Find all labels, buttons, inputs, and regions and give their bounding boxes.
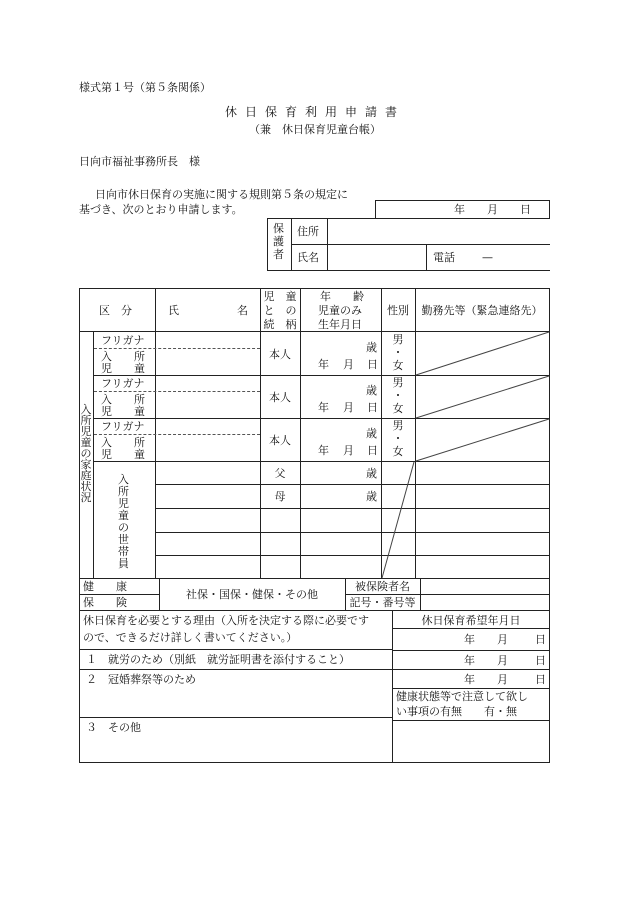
header-birthdate: 生年月日 [318, 318, 362, 331]
member-father-age: 歳 [366, 467, 377, 480]
header-relation-3: 続 柄 [263, 318, 297, 331]
child-3-month: 月 [343, 444, 354, 457]
symbol-number-label: 記号・番号等 [349, 596, 416, 609]
reason-header-line-1: 休日保育を必要とする理由（入所を決定する際に必要です [83, 614, 369, 627]
insured-name-label: 被保険者名 [355, 580, 410, 593]
child-2-label-b: 児 童 [101, 405, 145, 418]
header-relation-1: 児 童 [263, 290, 297, 303]
members-label: 入所児童の世帯員 [118, 473, 129, 570]
header-workplace: 勤務先等（緊急連絡先） [421, 304, 543, 317]
child-3-gender-female[interactable]: 女 [392, 445, 404, 458]
guardian-phone-label: 電話 [433, 251, 455, 264]
child-3-day: 日 [367, 444, 378, 457]
desired-date-2-year[interactable]: 年 [464, 654, 475, 667]
strike-line-child-2 [416, 376, 549, 418]
child-1-label-b: 児 童 [101, 362, 145, 375]
child-1-day: 日 [367, 358, 378, 371]
household-label: 入 所 児 童 の 家 庭 状 況 [80, 403, 92, 504]
health-notes-line-1: 健康状態等で注意して欲し [396, 690, 528, 703]
header-age: 年 齢 [320, 290, 364, 303]
desired-date-2-month[interactable]: 月 [497, 654, 508, 667]
guardian-label: 保護者 [273, 222, 284, 261]
header-gender: 性別 [387, 304, 409, 317]
child-3-label-b: 児 童 [101, 448, 145, 461]
child-2-gender-male[interactable]: 男 [392, 376, 404, 389]
form-title: 休日保育利用申請書 [224, 105, 405, 119]
child-2-label-a: 入 所 [101, 393, 145, 406]
child-2-relation: 本人 [269, 391, 291, 404]
form-number: 様式第１号（第５条関係） [79, 81, 211, 94]
child-3-year: 年 [318, 444, 329, 457]
guardian-phone-dash: — [482, 251, 493, 264]
desired-date-3-month[interactable]: 月 [497, 673, 508, 686]
child-1-gender-female[interactable]: 女 [392, 359, 404, 372]
header-relation-2: と の [263, 304, 297, 317]
child-3-age: 歳 [366, 427, 377, 440]
child-1-furigana-label: フリガナ [101, 334, 145, 347]
child-2-gender-female[interactable]: 女 [392, 402, 404, 415]
child-1-year: 年 [318, 358, 329, 371]
child-3-furigana-label: フリガナ [101, 420, 145, 433]
child-2-day: 日 [367, 401, 378, 414]
child-1-month: 月 [343, 358, 354, 371]
desired-date-1-year[interactable]: 年 [464, 633, 475, 646]
guardian-address-label: 住所 [297, 225, 319, 238]
desired-date-3-day[interactable]: 日 [535, 673, 546, 686]
strike-line-gender-members [382, 462, 414, 578]
form-subtitle: （兼 休日保育児童台帳） [249, 123, 381, 136]
member-mother-relation: 母 [274, 490, 286, 503]
desired-date-3-year[interactable]: 年 [464, 673, 475, 686]
insurance-label-1: 健 康 [83, 580, 127, 593]
child-2-gender-dot: ・ [392, 389, 404, 402]
desired-date-1-day[interactable]: 日 [535, 633, 546, 646]
header-name-right: 名 [237, 304, 248, 317]
child-1-age: 歳 [366, 341, 377, 354]
child-1-gender-dot: ・ [392, 346, 404, 359]
child-1-relation: 本人 [269, 348, 291, 361]
child-2-furigana-label: フリガナ [101, 377, 145, 390]
desired-date-1-month[interactable]: 月 [497, 633, 508, 646]
child-2-year: 年 [318, 401, 329, 414]
child-1-label-a: 入 所 [101, 350, 145, 363]
intro-line-1: 日向市休日保育の実施に関する規則第５条の規定に [95, 188, 348, 201]
desired-date-2-day[interactable]: 日 [535, 654, 546, 667]
child-2-age: 歳 [366, 384, 377, 397]
reason-item-employment[interactable]: １ 就労のため（別紙 就労証明書を添付すること） [86, 653, 350, 666]
reason-header-line-2: ので、できるだけ詳しく書いてください。） [83, 631, 298, 644]
header-child-only: 児童のみ [318, 304, 362, 317]
child-2-month: 月 [343, 401, 354, 414]
child-3-gender-male[interactable]: 男 [392, 419, 404, 432]
child-1-gender-male[interactable]: 男 [392, 333, 404, 346]
addressee: 日向市福祉事務所長 様 [79, 155, 200, 168]
insurance-types[interactable]: 社保・国保・健保・その他 [186, 588, 318, 601]
application-date-month[interactable]: 月 [487, 203, 498, 216]
application-date-year[interactable]: 年 [454, 203, 465, 216]
header-category: 区 分 [99, 304, 132, 317]
intro-line-2: 基づき、次のとおり申請します。 [79, 203, 243, 216]
strike-line-child-1 [416, 332, 549, 375]
desired-dates-label: 休日保育希望年月日 [421, 614, 521, 627]
application-date-day[interactable]: 日 [520, 203, 531, 216]
reason-item-ceremonial[interactable]: ２ 冠婚葬祭等のため [86, 673, 196, 686]
child-3-relation: 本人 [269, 434, 291, 447]
reason-item-other[interactable]: ３ その他 [86, 721, 141, 734]
child-3-gender-dot: ・ [392, 432, 404, 445]
health-notes-line-2[interactable]: い事項の有無 有・無 [396, 705, 517, 718]
header-name-left: 氏 [168, 304, 179, 317]
guardian-name-label: 氏名 [297, 251, 319, 264]
member-father-relation: 父 [274, 467, 286, 480]
child-3-label-a: 入 所 [101, 436, 145, 449]
insurance-label-2: 保 険 [83, 596, 127, 609]
strike-line-child-3 [416, 419, 549, 461]
member-mother-age: 歳 [366, 490, 377, 503]
